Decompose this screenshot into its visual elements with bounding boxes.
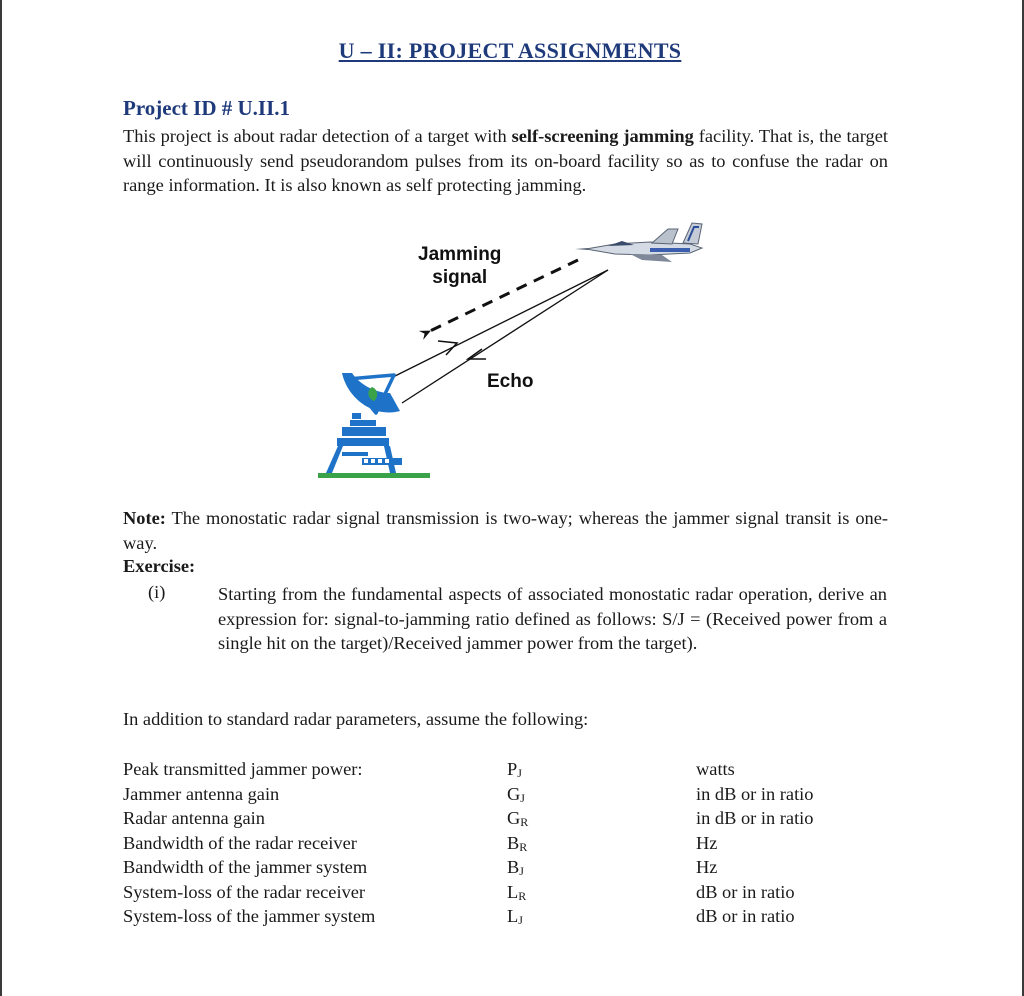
parameter-symbol: GR — [507, 808, 529, 829]
intro-paragraph — [123, 124, 888, 198]
parameter-symbol: PJ — [507, 759, 522, 780]
parameter-name: System-loss of the radar receiver — [123, 881, 366, 902]
parameter-unit: in dB or in ratio — [696, 808, 814, 828]
parameter-unit: in dB or in ratio — [696, 783, 814, 804]
radar-antenna-icon — [318, 373, 430, 478]
parameter-name: Peak transmitted jammer power: — [123, 759, 363, 779]
intro-text-1: This project is about radar detection of a target with — [123, 126, 512, 146]
exercise-heading: Exercise: — [123, 556, 196, 576]
note-paragraph — [123, 506, 888, 555]
parameter-symbol: LR — [507, 881, 527, 903]
parameter-symbol: BR — [507, 832, 528, 854]
parameter-unit: dB or in ratio — [696, 881, 795, 902]
figure-svg — [290, 215, 740, 485]
radar-jamming-figure — [290, 215, 740, 485]
jamming-signal-label — [418, 243, 501, 289]
parameter-name: System-loss of the jammer system — [123, 906, 376, 926]
note-label: Note: — [123, 508, 166, 528]
page-left-border — [0, 0, 2, 996]
parameter-symbol: BJ — [507, 857, 524, 878]
parameter-name: Jammer antenna gain — [123, 783, 280, 804]
parameter-symbol: GJ — [507, 783, 525, 805]
note-text: The monostatic radar signal transmission is two-way; whereas the jammer signal transit is one-way. — [123, 508, 888, 553]
intro-bold-term: self-screening jamming — [511, 126, 694, 146]
parameter-name: Radar antenna gain — [123, 808, 265, 828]
parameter-name: Bandwidth of the radar receiver — [123, 832, 357, 853]
jamming-label-line2: signal — [432, 267, 488, 288]
exercise-item-text: Starting from the fundamental aspects of associated monostatic radar operation, derive an expression for: signal-to-jamming ratio defined as follows: S/J = (Received power from a single hit on the target)/Received jammer power from the target). — [218, 584, 887, 653]
fighter-jet-icon — [575, 223, 702, 262]
parameter-symbol: LJ — [507, 906, 523, 927]
parameter-unit: Hz — [696, 857, 718, 877]
assumptions-intro: In addition to standard radar parameters, assume the following: — [123, 709, 589, 729]
project-id-heading: Project ID # U.II.1 — [123, 96, 290, 120]
parameter-unit: watts — [696, 759, 735, 779]
page-title: U – II: PROJECT ASSIGNMENTS — [338, 38, 682, 63]
intro-text-2: facility. That is, the target will continuously send pseudorandom pulses from its on-board facility so as to confuse the radar on range information. It is also known as self protecting jamming. — [123, 126, 888, 195]
parameter-unit: Hz — [696, 832, 718, 853]
echo-label: Echo — [487, 371, 534, 392]
parameter-name: Bandwidth of the jammer system — [123, 857, 368, 877]
parameter-unit: dB or in ratio — [696, 906, 795, 926]
exercise-item-number: (i) — [148, 582, 166, 602]
jamming-label-line1: Jamming — [418, 244, 502, 265]
